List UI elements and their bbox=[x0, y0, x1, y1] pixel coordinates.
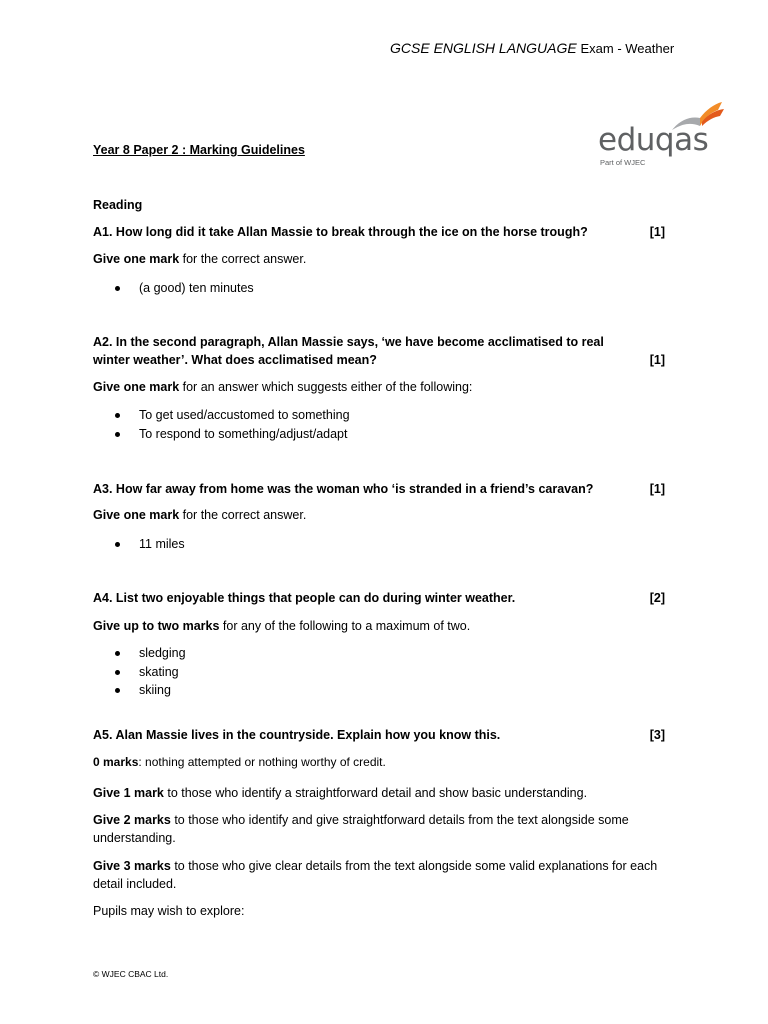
bullet-icon bbox=[115, 688, 120, 693]
level-1-marks bbox=[93, 784, 673, 802]
level-3-marks bbox=[93, 857, 673, 893]
bullet-icon bbox=[115, 432, 120, 437]
marks-available: [1] bbox=[649, 225, 665, 239]
answer-text: sledging bbox=[139, 646, 186, 660]
instruction-a3 bbox=[93, 506, 673, 524]
list-item bbox=[93, 535, 185, 554]
level-description: to those who give clear details from the text alongside some valid explanations for each detail included. bbox=[93, 859, 658, 891]
instruction-bold: Give one mark bbox=[93, 252, 180, 266]
bullet-icon bbox=[115, 670, 120, 675]
list-item bbox=[93, 681, 186, 700]
answers-a4 bbox=[93, 644, 186, 700]
marks-available: [1] bbox=[649, 353, 665, 367]
level-label: 0 marks bbox=[93, 755, 139, 769]
list-item bbox=[93, 406, 350, 425]
instruction-a2 bbox=[93, 378, 673, 396]
instruction-text: for the correct answer. bbox=[179, 508, 307, 522]
answer-text: skiing bbox=[139, 683, 171, 697]
level-description: to those who identify and give straightforward details from the text alongside some understanding. bbox=[93, 813, 629, 845]
marks-available: [1] bbox=[649, 482, 665, 496]
page-header bbox=[390, 40, 690, 56]
question-text: A4. List two enjoyable things that people can do during winter weather. bbox=[93, 591, 516, 605]
question-text: A3. How far away from home was the woman who ‘is stranded in a friend’s caravan? bbox=[93, 482, 594, 496]
eduqas-logo bbox=[598, 100, 728, 170]
logo-tagline: Part of WJEC bbox=[600, 158, 646, 167]
level-0-marks bbox=[93, 753, 673, 771]
instruction-bold: Give one mark bbox=[93, 508, 180, 522]
copyright-footer: © WJEC CBAC Ltd. bbox=[93, 969, 169, 979]
document-title: Year 8 Paper 2 : Marking Guidelines bbox=[93, 143, 305, 157]
bullet-icon bbox=[115, 413, 120, 418]
instruction-bold: Give up to two marks bbox=[93, 619, 220, 633]
list-item bbox=[93, 663, 186, 682]
question-text: A5. Alan Massie lives in the countryside. Explain how you know this. bbox=[93, 728, 501, 742]
instruction-text: for any of the following to a maximum of two. bbox=[219, 619, 471, 633]
answers-a2 bbox=[93, 406, 350, 443]
question-text: A2. In the second paragraph, Allan Massie says, ‘we have become acclimatised to real winter weather’. What does acclimatised mean? bbox=[93, 335, 604, 367]
answer-text: skating bbox=[139, 664, 179, 679]
exam-title: GCSE ENGLISH LANGUAGE bbox=[390, 40, 577, 56]
bullet-icon bbox=[115, 286, 120, 291]
instruction-text: for the correct answer. bbox=[179, 252, 307, 266]
bullet-icon bbox=[115, 542, 120, 547]
answers-a3 bbox=[93, 535, 185, 554]
answer-text: (a good) ten minutes bbox=[139, 281, 254, 295]
list-item bbox=[93, 425, 350, 444]
question-a5 bbox=[93, 726, 673, 744]
answer-text: 11 miles bbox=[139, 537, 185, 551]
answers-a1 bbox=[93, 279, 254, 298]
marks-available: [2] bbox=[649, 591, 665, 605]
closing-prompt: Pupils may wish to explore: bbox=[93, 904, 245, 918]
marks-available: [3] bbox=[649, 728, 665, 742]
level-2-marks bbox=[93, 811, 673, 847]
logo-wordmark: eduqas bbox=[598, 122, 709, 158]
bullet-icon bbox=[115, 651, 120, 656]
question-a1 bbox=[93, 223, 673, 241]
list-item bbox=[93, 279, 254, 298]
instruction-a4 bbox=[93, 617, 673, 635]
question-a2 bbox=[93, 333, 673, 369]
instruction-bold: Give one mark bbox=[93, 380, 180, 394]
section-heading-reading: Reading bbox=[93, 198, 143, 212]
list-item bbox=[93, 644, 186, 663]
question-text: A1. How long did it take Allan Massie to break through the ice on the horse trough? bbox=[93, 225, 588, 239]
level-label: Give 3 marks bbox=[93, 859, 171, 873]
question-a4 bbox=[93, 589, 673, 607]
level-description: to those who identify a straightforward detail and show basic understanding. bbox=[163, 786, 588, 800]
exam-subtitle: Exam - Weather bbox=[580, 41, 675, 56]
instruction-text: for an answer which suggests either of the following: bbox=[179, 380, 473, 394]
question-a3 bbox=[93, 480, 673, 498]
answer-text: To respond to something/adjust/adapt bbox=[139, 426, 348, 441]
instruction-a1 bbox=[93, 250, 673, 268]
level-label: Give 1 mark bbox=[93, 786, 164, 800]
level-description: : nothing attempted or nothing worthy of credit. bbox=[138, 755, 386, 769]
level-label: Give 2 marks bbox=[93, 813, 171, 827]
answer-text: To get used/accustomed to something bbox=[139, 408, 350, 422]
